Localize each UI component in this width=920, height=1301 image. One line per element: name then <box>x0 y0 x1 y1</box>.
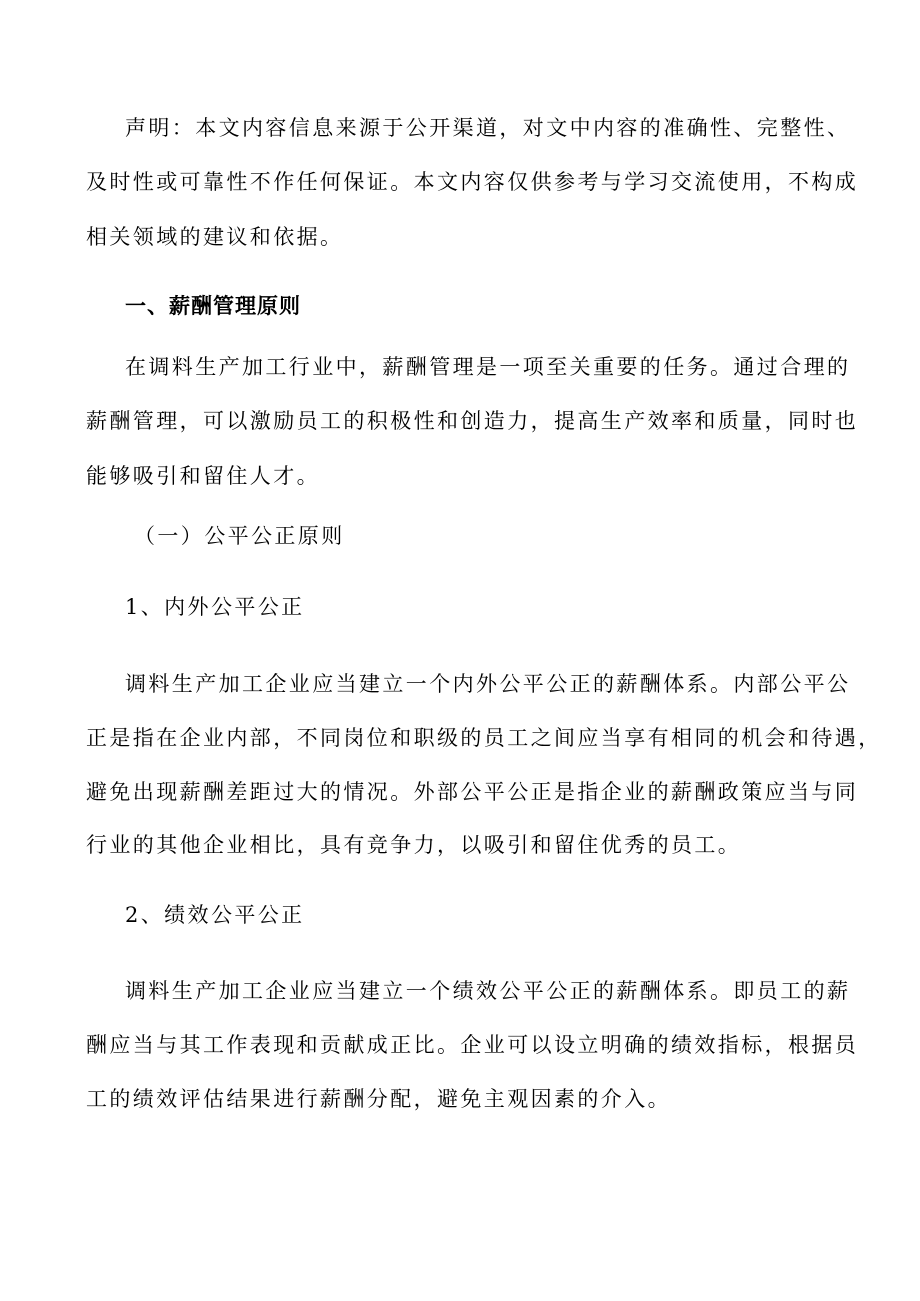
item1-line-4: 行业的其他企业相比，具有竞争力，以吸引和留住优秀的员工。 <box>86 833 742 857</box>
item1-line-3: 避免出现薪酬差距过大的情况。外部公平公正是指企业的薪酬政策应当与同 <box>86 780 859 804</box>
item1-title: 1、内外公平公正 <box>125 595 305 619</box>
item2-line-2: 酬应当与其工作表现和贡献成正比。企业可以设立明确的绩效指标，根据员 <box>86 1033 859 1057</box>
disclaimer-line-1: 声明：本文内容信息来源于公开渠道，对文中内容的准确性、完整性、 <box>125 116 851 140</box>
section-title: 一、薪酬管理原则 <box>125 294 301 318</box>
item2-line-3: 工的绩效评估结果进行薪酬分配，避免主观因素的介入。 <box>86 1087 671 1111</box>
disclaimer-line-2: 及时性或可靠性不作任何保证。本文内容仅供参考与学习交流使用，不构成 <box>86 170 859 194</box>
item1-line-1: 调料生产加工企业应当建立一个内外公平公正的薪酬体系。内部公平公 <box>125 672 851 696</box>
intro-line-1: 在调料生产加工行业中，薪酬管理是一项至关重要的任务。通过合理的 <box>125 355 851 379</box>
item1-line-2: 正是指在企业内部，不同岗位和职级的员工之间应当享有相同的机会和待遇， <box>86 726 882 750</box>
item2-line-1: 调料生产加工企业应当建立一个绩效公平公正的薪酬体系。即员工的薪 <box>125 979 851 1003</box>
intro-line-3: 能够吸引和留住人才。 <box>86 464 320 488</box>
intro-line-2: 薪酬管理，可以激励员工的积极性和创造力，提高生产效率和质量，同时也 <box>86 409 859 433</box>
disclaimer-line-3: 相关领域的建议和依据。 <box>86 225 344 249</box>
subsection-title: （一）公平公正原则 <box>134 524 345 548</box>
item2-title: 2、绩效公平公正 <box>125 903 305 927</box>
